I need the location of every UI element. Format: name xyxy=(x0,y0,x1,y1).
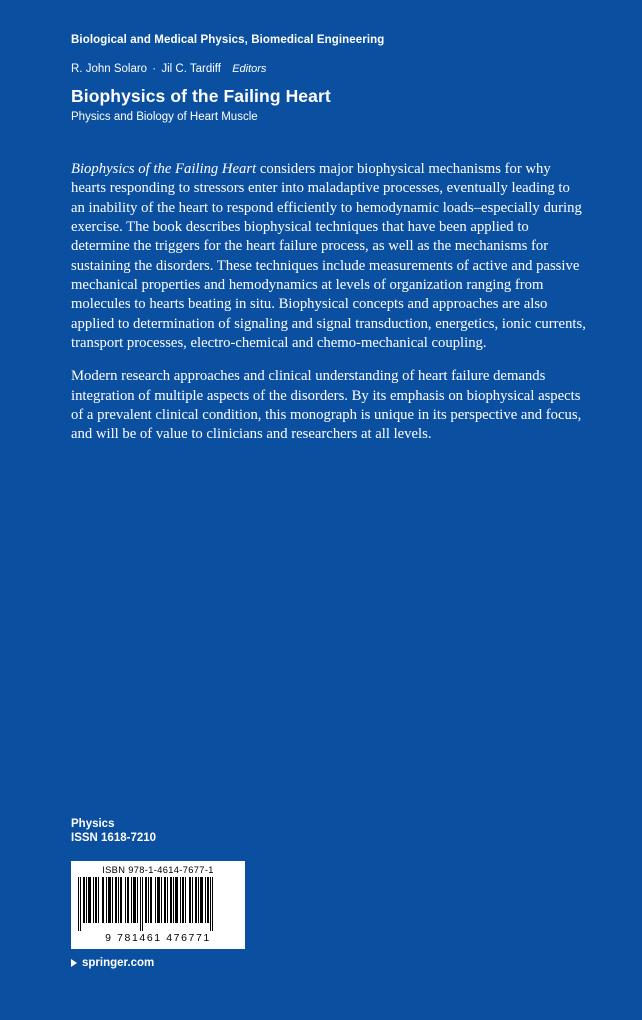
blurb-paragraph-2: Modern research approaches and clinical understanding of heart failure demands integration of multiple aspects of the disorders. By its emphasis on biophysical aspects of a prevalent clinical condition, this monograph is unique in its perspective and focus, and will be of value to clinicians and researchers at all levels. xyxy=(71,368,582,443)
publisher-link[interactable] xyxy=(71,957,154,969)
blurb-title-italic: Biophysics of the Failing Heart xyxy=(71,161,257,177)
book-subtitle: Physics and Biology of Heart Muscle xyxy=(71,111,258,123)
editors-role-label: Editors xyxy=(232,63,267,75)
series-title: Biological and Medical Physics, Biomedical Engineering xyxy=(71,34,385,46)
footer-meta xyxy=(71,818,471,844)
editor-first-name: R. John Solaro xyxy=(71,63,148,75)
editor-separator: · xyxy=(152,63,157,75)
page-title: Biophysics of the Failing Heart xyxy=(71,86,331,106)
barcode xyxy=(71,861,245,949)
subject-label: Physics xyxy=(71,818,115,830)
barcode-digits: 9 781461 476771 xyxy=(105,932,211,944)
blurb-paragraph-1-rest: considers major biophysical mechanisms for why hearts responding to stressors enter into maladaptive processes, eventually leading to an inability of the heart to respond efficiently to hemodynamic loads–especially during exercise. The book describes biophysical techniques that have been applied to determine the triggers for the heart failure process, as well as the mechanisms for sustaining the disorders. These techniques include measurements of active and passive mechanical properties and hemodynamics at levels of organization ranging from molecules to hearts beating in situ. Biophysical concepts and approaches are also applied to determination of signaling and signal transduction, energetics, ionic currents, transport processes, electro-chemical and chemo-mechanical coupling. xyxy=(71,161,586,351)
issn-label: ISSN 1618-7210 xyxy=(71,832,157,844)
barcode-bars xyxy=(78,877,238,931)
blurb-paragraph-1 xyxy=(71,160,586,353)
play-triangle-icon xyxy=(71,959,77,967)
editors-line xyxy=(71,63,571,75)
blurb-text xyxy=(71,160,586,459)
editor-second-name: Jil C. Tardiff xyxy=(161,63,221,75)
isbn-label: ISBN 978-1-4614-7677-1 xyxy=(102,865,214,875)
publisher-label: springer.com xyxy=(82,957,155,969)
